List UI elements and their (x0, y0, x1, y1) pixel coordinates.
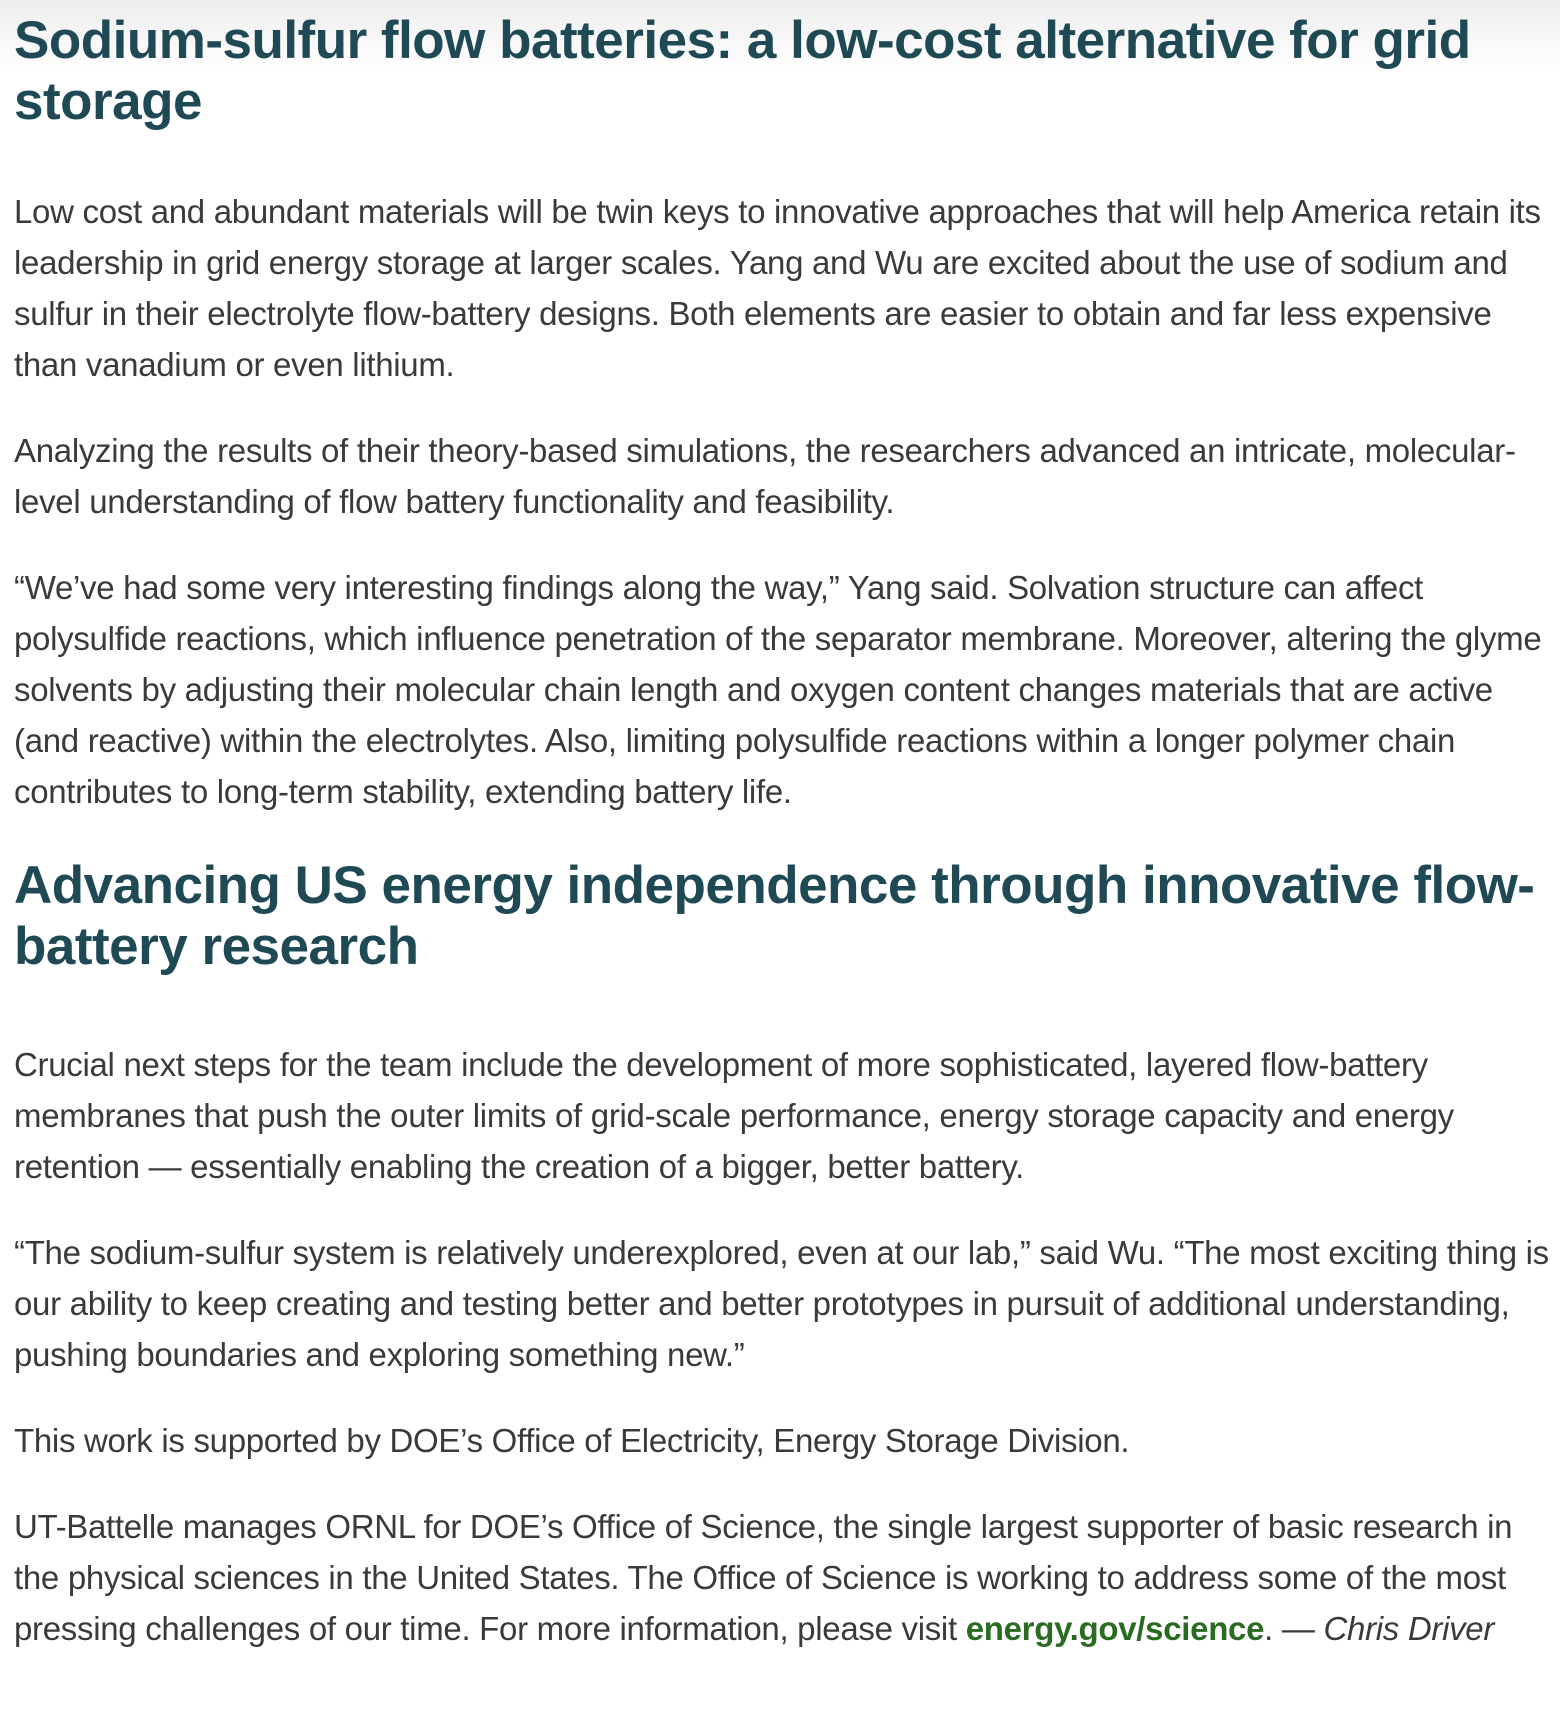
byline-author: Chris Driver (1323, 1610, 1495, 1647)
closing-text: UT-Battelle manages ORNL for DOE’s Office of Science, the single largest supporter of basic research in the physical sciences in the United States. The Office of Science is working to address some of the most pressing challenges of our time. For more information, please visit (14, 1508, 1513, 1647)
paragraph-funding: This work is supported by DOE’s Office of Electricity, Energy Storage Division. (14, 1422, 1130, 1459)
paragraph-simulations: Analyzing the results of their theory-based simulations, the researchers advanced an intricate, molecular-level understanding of flow battery functionality and feasibility. (14, 432, 1516, 520)
paragraph-materials: Low cost and abundant materials will be twin keys to innovative approaches that will help America retain its leadership in grid energy storage at larger scales. Yang and Wu are excited about the use of sodium and sulfur in their electrolyte flow-battery designs. Both elements are easier to obtain and far less expensive than vanadium or even lithium. (14, 193, 1541, 383)
section-heading-energy-independence: Advancing US energy independence through innovative flow-battery research (14, 856, 1535, 976)
byline-separator: . — (1264, 1610, 1324, 1647)
paragraph-wu-quote: “The sodium-sulfur system is relatively underexplored, even at our lab,” said Wu. “The most exciting thing is our ability to keep creating and testing better and better prototypes in pursuit of additional understanding, pushing boundaries and exploring something new.” (14, 1234, 1549, 1373)
paragraph-ut-battelle (14, 1501, 1554, 1654)
energy-gov-science-link[interactable]: energy.gov/science (965, 1610, 1265, 1647)
paragraph-next-steps: Crucial next steps for the team include the development of more sophisticated, layered flow-battery membranes that push the outer limits of grid-scale performance, energy storage capacity and energy retention — essentially enabling the creation of a bigger, better battery. (14, 1046, 1454, 1185)
article-body (14, 0, 1554, 1654)
paragraph-findings-quote: “We’ve had some very interesting findings along the way,” Yang said. Solvation structure can affect polysulfide reactions, which influence penetration of the separator membrane. Moreover, altering the glyme solvents by adjusting their molecular chain length and oxygen content changes materials that are active (and reactive) within the electrolytes. Also, limiting polysulfide reactions within a longer polymer chain contributes to long-term stability, extending battery life. (14, 569, 1542, 810)
section-heading-sodium-sulfur: Sodium-sulfur flow batteries: a low-cost alternative for grid storage (14, 11, 1471, 131)
